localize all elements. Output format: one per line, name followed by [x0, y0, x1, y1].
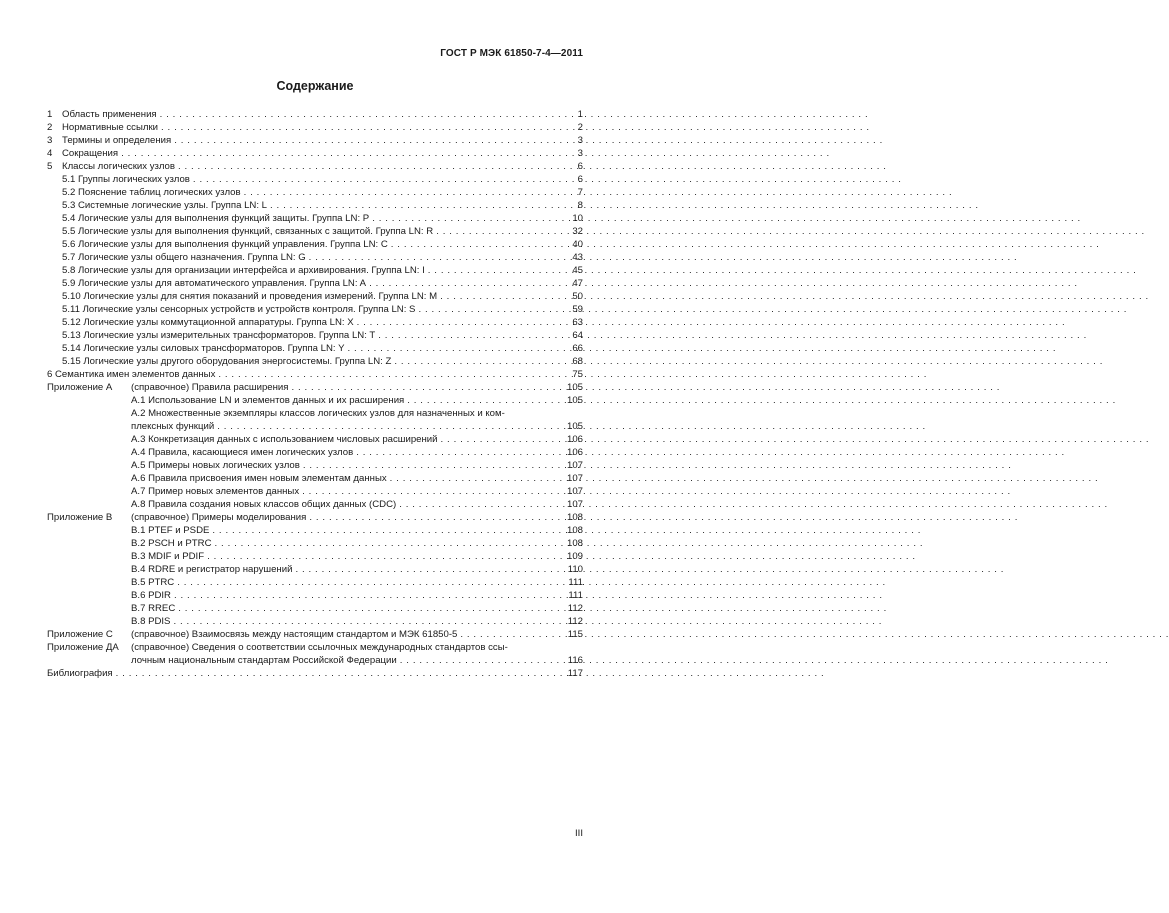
toc-appendix-a-4[interactable]: [47, 446, 583, 459]
toc-entry-title: 5.11 Логические узлы сенсорных устройств и устройств контроля. Группа LN: S: [62, 304, 416, 315]
toc-appendix-a-3[interactable]: [47, 433, 583, 446]
leader-dots: [391, 238, 561, 251]
toc-appendix-b-7[interactable]: [47, 602, 583, 615]
toc-appendix-da-line1[interactable]: [47, 641, 583, 654]
leader-dots: [357, 316, 561, 329]
toc-entry-title: 5.6 Логические узлы для выполнения функций управления. Группа LN: C: [62, 239, 388, 250]
toc-entry-page: 111: [568, 590, 583, 601]
leader-dots: [207, 550, 561, 563]
leader-dots: [116, 667, 561, 680]
leader-dots: [399, 498, 561, 511]
toc-entry-number: 5: [47, 161, 53, 172]
leader-dots: [436, 225, 561, 238]
toc-entry-5[interactable]: [47, 160, 583, 173]
leader-dots: [394, 355, 561, 368]
toc-entry-5-10[interactable]: [47, 290, 583, 303]
toc-entry-title: 5.4 Логические узлы для выполнения функций защиты. Группа LN: P: [62, 213, 370, 224]
toc-entry-page: 1: [577, 109, 583, 120]
toc-entry-page: 112: [567, 616, 583, 627]
leader-dots: [372, 212, 561, 225]
toc-entry-5-14[interactable]: [47, 342, 583, 355]
toc-entry-5-2[interactable]: [47, 186, 583, 199]
appendix-label: Приложение ДА: [47, 642, 119, 653]
toc-entry-page: 10: [572, 213, 583, 224]
toc-entry-5-6[interactable]: [47, 238, 583, 251]
toc-entry-title: 5.14 Логические узлы силовых трансформаторов. Группа LN: Y: [62, 343, 345, 354]
toc-entry-title: 5.15 Логические узлы другого оборудования энергосистемы. Группа LN: Z: [62, 356, 392, 367]
toc-entry-4[interactable]: [47, 147, 583, 160]
toc-entry-title: 5.10 Логические узлы для снятия показаний и проведения измерений. Группа LN: M: [62, 291, 438, 302]
toc-appendix-a-7[interactable]: [47, 485, 583, 498]
toc-entry-page: 3: [577, 135, 583, 146]
toc-appendix-b[interactable]: [47, 511, 583, 524]
toc-entry-3[interactable]: [47, 134, 583, 147]
toc-entry-title: А.1 Использование LN и элементов данных и их расширения: [131, 395, 405, 406]
leader-dots: [178, 160, 561, 173]
toc-entry-title: 5.3 Системные логические узлы. Группа LN: L: [62, 200, 268, 211]
toc-entry-page: 6: [577, 161, 583, 172]
toc-appendix-b-4[interactable]: [47, 563, 583, 576]
toc-entry-page: 105: [566, 395, 583, 406]
toc-entry-title: А.3 Конкретизация данных с использованием числовых расширений: [131, 434, 438, 445]
toc-entry-page: 108: [566, 538, 583, 549]
leader-dots: [174, 589, 561, 602]
leader-dots: [178, 602, 561, 615]
leader-dots: [440, 290, 561, 303]
toc-entry-5-13[interactable]: [47, 329, 583, 342]
toc-entry-page: 112: [567, 603, 583, 614]
toc-entry-5-8[interactable]: [47, 264, 583, 277]
leader-dots: [173, 615, 561, 628]
leader-dots: [303, 459, 561, 472]
leader-dots: [347, 342, 561, 355]
toc-appendix-b-2[interactable]: [47, 537, 583, 550]
toc-entry-1[interactable]: [47, 108, 583, 121]
toc-entry-page: 68: [572, 356, 583, 367]
leader-dots: [295, 563, 561, 576]
toc-entry-title: Область применения: [62, 109, 157, 120]
toc-entry-page: 63: [572, 317, 583, 328]
appendix-title: (справочное) Примеры моделирования: [131, 512, 307, 523]
leader-dots: [161, 121, 561, 134]
leader-dots: [390, 472, 561, 485]
toc-entry-page: 40: [572, 239, 583, 250]
appendix-label: Приложение С: [47, 629, 113, 640]
leader-dots: [217, 420, 561, 433]
toc-entry-number: 1: [47, 109, 53, 120]
toc-entry-page: 107: [566, 486, 583, 497]
toc-entry-5-12[interactable]: [47, 316, 583, 329]
toc-entry-page: 105: [566, 421, 583, 432]
toc-entry-page: 59: [572, 304, 583, 315]
appendix-title-continued: лочным национальным стандартам Российской Федерации: [131, 655, 397, 666]
leader-dots: [212, 524, 561, 537]
toc-entry-5-1[interactable]: [47, 173, 583, 186]
leader-dots: [441, 433, 561, 446]
leader-dots: [309, 251, 561, 264]
appendix-label: Приложение А: [47, 382, 113, 393]
leader-dots: [215, 537, 561, 550]
toc-entry-number: 4: [47, 148, 53, 159]
page-number: III: [575, 828, 583, 839]
toc-entry-page: 108: [566, 525, 583, 536]
toc-entry-6[interactable]: [47, 368, 583, 381]
toc-entry-page: 115: [567, 629, 583, 640]
toc-title: Содержание: [276, 79, 354, 93]
toc-entry-title: Классы логических узлов: [62, 161, 175, 172]
toc-entry-page: 117: [567, 668, 583, 679]
toc-entry-title: Сокращения: [62, 148, 119, 159]
toc-entry-page: 111: [568, 577, 583, 588]
toc-entry-title: Нормативные ссылки: [62, 122, 159, 133]
toc-entry-number: 3: [47, 135, 53, 146]
toc-entry-page: 32: [572, 226, 583, 237]
leader-dots: [270, 199, 561, 212]
toc-entry-page: 107: [566, 499, 583, 510]
toc-entry-page: 66: [572, 343, 583, 354]
toc-entry-title-continued: плексных функций: [131, 421, 215, 432]
toc-appendix-b-6[interactable]: [47, 589, 583, 602]
appendix-label: Приложение В: [47, 512, 113, 523]
toc-entry-page: 8: [577, 200, 583, 211]
toc-appendix-a-2-line1[interactable]: [47, 407, 583, 420]
toc-entry-page: 47: [572, 278, 583, 289]
toc-appendix-a-5[interactable]: [47, 459, 583, 472]
leader-dots: [160, 108, 561, 121]
toc-entry-number: 2: [47, 122, 53, 133]
toc-entry-5-3[interactable]: [47, 199, 583, 212]
toc-entry-page: 64: [572, 330, 583, 341]
toc-entry-page: 75: [572, 369, 583, 380]
appendix-title: (справочное) Сведения о соответствии ссылочных международных стандартов ссы-: [131, 642, 508, 653]
toc-entry-5-5[interactable]: [47, 225, 583, 238]
toc-entry-title: Библиография: [47, 668, 113, 679]
toc-entry-title: А.4 Правила, касающиеся имен логических узлов: [131, 447, 354, 458]
toc-entry-title: В.2 PSCH и PTRC: [131, 538, 212, 549]
appendix-title: (справочное) Взаимосвязь между настоящим стандартом и МЭК 61850-5: [131, 629, 458, 640]
toc-appendix-b-3[interactable]: [47, 550, 583, 563]
leader-dots: [218, 368, 561, 381]
leader-dots: [174, 134, 561, 147]
toc-entry-title: 5.2 Пояснение таблиц логических узлов: [62, 187, 241, 198]
toc-entry-page: 43: [572, 252, 583, 263]
toc-entry-page: 107: [566, 473, 583, 484]
toc-entry-title: 5.5 Логические узлы для выполнения функций, связанных с защитой. Группа LN: R: [62, 226, 434, 237]
leader-dots: [177, 576, 561, 589]
toc-entry-page: 50: [572, 291, 583, 302]
toc-entry-5-11[interactable]: [47, 303, 583, 316]
toc-entry-page: 106: [566, 434, 583, 445]
toc-entry-page: 109: [566, 551, 583, 562]
toc-entry-title: 5.1 Группы логических узлов: [62, 174, 190, 185]
toc-appendix-b-5[interactable]: [47, 576, 583, 589]
toc-entry-5-9[interactable]: [47, 277, 583, 290]
leader-dots: [302, 485, 561, 498]
toc-entry-title: В.6 PDIR: [131, 590, 171, 601]
toc-entry-title: 5.12 Логические узлы коммутационной аппаратуры. Группа LN: X: [62, 317, 354, 328]
leader-dots: [309, 511, 561, 524]
toc-entry-page: 3: [577, 148, 583, 159]
toc-entry-title: 5.7 Логические узлы общего назначения. Группа LN: G: [62, 252, 306, 263]
toc-entry-title: В.1 PTEF и PSDE: [131, 525, 210, 536]
toc-appendix-b-1[interactable]: [47, 524, 583, 537]
toc-appendix-a-6[interactable]: [47, 472, 583, 485]
toc-appendix-a-8[interactable]: [47, 498, 583, 511]
toc-entry-page: 108: [566, 512, 583, 523]
toc-entry-title: В.3 MDIF и PDIF: [131, 551, 205, 562]
table-of-contents: [47, 108, 583, 680]
standard-code: ГОСТ Р МЭК 61850-7-4—2011: [440, 48, 583, 59]
toc-entry-page: 6: [577, 174, 583, 185]
toc-entry-title: В.8 PDIS: [131, 616, 171, 627]
leader-dots: [291, 381, 561, 394]
toc-entry-title: 5.9 Логические узлы для автоматического управления. Группа LN: A: [62, 278, 367, 289]
leader-dots: [428, 264, 561, 277]
leader-dots: [121, 147, 561, 160]
toc-entry-page: 2: [577, 122, 583, 133]
toc-entry-page: 45: [572, 265, 583, 276]
toc-entry-page: 7: [577, 187, 583, 198]
toc-entry-page: 116: [567, 655, 583, 666]
leader-dots: [356, 446, 561, 459]
toc-entry-page: 106: [566, 447, 583, 458]
toc-entry-title: А.7 Пример новых элементов данных: [131, 486, 300, 497]
toc-entry-title: А.6 Правила присвоения имен новым элементам данных: [131, 473, 387, 484]
leader-dots: [193, 173, 561, 186]
toc-appendix-a[interactable]: [47, 381, 583, 394]
toc-entry-title: А.5 Примеры новых логических узлов: [131, 460, 300, 471]
toc-entry-page: 110: [567, 564, 583, 575]
toc-entry-5-7[interactable]: [47, 251, 583, 264]
toc-entry-page: 107: [566, 460, 583, 471]
leader-dots: [378, 329, 561, 342]
leader-dots: [407, 394, 561, 407]
toc-entry-title: В.4 RDRE и регистратор нарушений: [131, 564, 293, 575]
leader-dots: [244, 186, 561, 199]
toc-entry-5-15[interactable]: [47, 355, 583, 368]
toc-entry-2[interactable]: [47, 121, 583, 134]
appendix-title: (справочное) Правила расширения: [131, 382, 289, 393]
leader-dots: [400, 654, 561, 667]
toc-entry-title: В.7 RREC: [131, 603, 176, 614]
toc-entry-title: Термины и определения: [62, 135, 172, 146]
leader-dots: [460, 628, 561, 641]
toc-appendix-b-8[interactable]: [47, 615, 583, 628]
leader-dots: [369, 277, 561, 290]
toc-appendix-da-line2[interactable]: [47, 654, 583, 667]
toc-appendix-a-1[interactable]: [47, 394, 583, 407]
toc-appendix-a-2-line2[interactable]: [47, 420, 583, 433]
toc-entry-title: В.5 PTRC: [131, 577, 175, 588]
toc-entry-title: 5.8 Логические узлы для организации интерфейса и архивирования. Группа LN: I: [62, 265, 425, 276]
toc-entry-5-4[interactable]: [47, 212, 583, 225]
toc-appendix-c[interactable]: [47, 628, 583, 641]
toc-entry-title: 5.13 Логические узлы измерительных трансформаторов. Группа LN: T: [62, 330, 376, 341]
toc-entry-title: А.2 Множественные экземпляры классов логических узлов для назначенных и ком-: [131, 408, 505, 419]
toc-entry-title: 6 Семантика имен элементов данных: [47, 369, 216, 380]
toc-entry-title: А.8 Правила создания новых классов общих данных (CDC): [131, 499, 397, 510]
toc-entry-page: 105: [566, 382, 583, 393]
leader-dots: [418, 303, 561, 316]
toc-bibliography[interactable]: [47, 667, 583, 680]
